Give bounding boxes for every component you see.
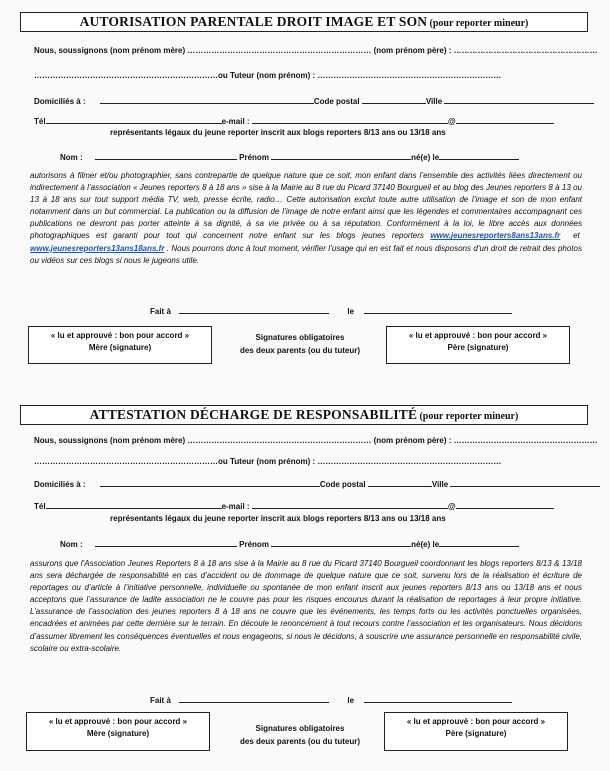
s1-tuteur-field[interactable]: …………………………………………………………… xyxy=(34,71,218,80)
s1-le-label: le xyxy=(347,307,355,316)
section1-title-box xyxy=(20,12,588,32)
s1-nous-row xyxy=(34,46,598,55)
s2-nom-label: Nom : xyxy=(60,540,83,549)
s1-box-left-line2: Mère (signature) xyxy=(88,343,152,352)
section1-title-suffix: (pour reporter mineur) xyxy=(429,18,529,29)
s1-ville-field[interactable] xyxy=(444,95,594,104)
s2-domicile-label: Domiciliés à : xyxy=(34,480,86,489)
s2-box-right-line2: Père (signature) xyxy=(445,729,507,738)
s1-tel-label: Tél xyxy=(34,117,46,126)
s2-nous-row xyxy=(34,436,598,445)
s1-cp-field[interactable] xyxy=(362,95,426,104)
s2-tuteur-label: ou Tuteur (nom prénom) : xyxy=(218,457,316,466)
s2-fait-field[interactable] xyxy=(179,694,329,703)
s2-ville-field[interactable] xyxy=(450,478,600,487)
s1-signatures-note xyxy=(212,331,388,357)
s1-father-signature-box[interactable] xyxy=(386,326,570,364)
s1-link-8-13[interactable]: www.jeunesreporters8ans13ans.fr xyxy=(430,231,561,241)
s2-nous-label: Nous, soussignons (nom prénom mère) xyxy=(34,436,186,445)
s1-email-label: e-mail : xyxy=(221,117,250,126)
s2-pere-label: (nom prénom père) : xyxy=(373,436,452,445)
s2-ne-label: né(e) le xyxy=(411,540,440,549)
s2-tuteur-row xyxy=(34,457,501,466)
s1-representants: représentants légaux du jeune reporter inscrit aux blogs reporters 8/13 ans ou 13/18 ans xyxy=(110,128,446,137)
s1-para-end: . Nous pourrons donc à tout moment, vérifier l’usage qui en est fait et nous disposons d’un droit de retrait des photos ou vidéos sur ces blogs si nous le jugeons utile. xyxy=(30,243,582,265)
s2-tuteur-field2[interactable]: …………………………………………………………… xyxy=(317,457,502,466)
s1-box-left-line1: « lu et approuvé : bon pour accord » xyxy=(50,331,190,340)
s1-ville-label: Ville xyxy=(425,97,443,106)
s2-email-field[interactable] xyxy=(252,500,448,509)
s2-at: @ xyxy=(447,502,456,511)
s1-tuteur-label: ou Tuteur (nom prénom) : xyxy=(218,71,316,80)
s2-cp-label: Code postal xyxy=(319,480,366,489)
s2-box-left-line2: Mère (signature) xyxy=(86,729,150,738)
s1-pere-field[interactable]: ……………………………………………… xyxy=(453,46,598,55)
s1-nom-row xyxy=(60,151,519,162)
s2-tel-row xyxy=(34,500,554,511)
s1-email-field[interactable] xyxy=(252,115,448,124)
s2-sig-line1: Signatures obligatoires xyxy=(255,724,345,733)
s1-sig-line2: des deux parents (ou du tuteur) xyxy=(239,346,360,355)
s2-domicile-row xyxy=(34,478,600,489)
s2-prenom-label: Prénom xyxy=(239,540,269,549)
s2-box-right-line1: « lu et approuvé : bon pour accord » xyxy=(406,717,546,726)
s2-signatures-note xyxy=(212,722,388,748)
s1-le-field[interactable] xyxy=(364,305,512,314)
s1-domicile-field[interactable] xyxy=(100,95,314,104)
s2-ne-field[interactable] xyxy=(439,538,519,547)
s1-cp-label: Code postal xyxy=(313,97,360,106)
s1-nom-label: Nom : xyxy=(60,153,83,162)
s2-paragraph: assurons que l’Association Jeunes Reporters 8 à 18 ans sise à la Mairie au 8 rue du Picard 37140 Bourgueil coordonnant les blogs reporters 8/13 & 13/18 ans sera déchargée de responsabilité en cas d’accident ou de dommage de quelque nature que ce soit, survenu lors de la réalisation et écriture de reportages ou d’article à l’initiative personnelle, individuelle ou spontanée de mon enfant inscrit aux jeunes reporters 8/13 ans ou 13/18 ans et nous acceptons que l’assurance de ladite association ne le couvre pas pour les risques encourus durant la réalisation de reportages à leur propre initiative. L’assurance de l’association des jeunes reporters 8 à 18 ans ne couvre que les événements, les temps forts ou les activités ponctuelles organisées, encadrées et animées par cette dernière sur le terrain. En découle le renoncement à tout recours contre l’association et les organisateurs. Nous décidons d’assumer librement les conséquences éventuelles et nous engageons, si nous le décidons, à souscrire une assurance personnelle en responsabilité civile, scolaire ou extra-scolaire. xyxy=(30,559,582,653)
s2-le-field[interactable] xyxy=(364,694,512,703)
s1-fait-field[interactable] xyxy=(179,305,329,314)
s1-domicile-row xyxy=(34,95,594,106)
s2-nom-field[interactable] xyxy=(95,538,237,547)
s1-box-right-line2: Père (signature) xyxy=(447,343,509,352)
s1-prenom-label: Prénom xyxy=(239,153,269,162)
s1-at: @ xyxy=(447,117,456,126)
s2-box-left-line1: « lu et approuvé : bon pour accord » xyxy=(48,717,188,726)
s2-mother-signature-box[interactable] xyxy=(26,712,210,751)
s1-ne-field[interactable] xyxy=(439,151,519,160)
s2-nous-field[interactable]: …………………………………………………………… xyxy=(187,436,372,445)
s2-fait-row xyxy=(150,694,512,705)
s2-representants: représentants légaux du jeune reporter inscrit aux blogs reporters 8/13 ans ou 13/18 ans xyxy=(110,514,446,523)
s1-domicile-label: Domiciliés à : xyxy=(34,97,86,106)
s2-pere-field[interactable]: ……………………………………………… xyxy=(453,436,598,445)
s1-box-right-line1: « lu et approuvé : bon pour accord » xyxy=(408,331,548,340)
s1-sig-line1: Signatures obligatoires xyxy=(255,333,345,342)
s1-tuteur-field2[interactable]: …………………………………………………………… xyxy=(317,71,502,80)
s1-tel-field[interactable] xyxy=(46,115,222,124)
s1-link-13-18[interactable]: www.jeunesreporters13ans18ans.fr xyxy=(30,243,165,253)
s1-et: et xyxy=(573,231,580,241)
s2-domicile-field[interactable] xyxy=(100,478,320,487)
section2-title: ATTESTATION DÉCHARGE DE RESPONSABILITÉ xyxy=(89,407,418,422)
s2-father-signature-box[interactable] xyxy=(384,712,568,751)
s2-cp-field[interactable] xyxy=(368,478,432,487)
s1-ne-label: né(e) le xyxy=(411,153,440,162)
s2-fait-label: Fait à xyxy=(150,696,171,705)
section1-title: AUTORISATION PARENTALE DROIT IMAGE ET SON xyxy=(79,14,428,29)
s1-mother-signature-box[interactable] xyxy=(28,326,212,364)
s1-nom-field[interactable] xyxy=(95,151,237,160)
section2-title-box xyxy=(20,405,588,425)
section2-title-suffix: (pour reporter mineur) xyxy=(419,411,519,422)
s2-ville-label: Ville xyxy=(431,480,449,489)
s2-email-label: e-mail : xyxy=(221,502,250,511)
s1-pere-label: (nom prénom père) : xyxy=(373,46,452,55)
s1-fait-row xyxy=(150,305,512,316)
s2-prenom-field[interactable] xyxy=(271,538,411,547)
s1-paragraph xyxy=(30,170,582,267)
s2-sig-line2: des deux parents (ou du tuteur) xyxy=(239,737,360,746)
s2-nom-row xyxy=(60,538,519,549)
s1-tel-row xyxy=(34,115,554,126)
s1-fait-label: Fait à xyxy=(150,307,171,316)
s2-tel-field[interactable] xyxy=(46,500,222,509)
s1-para-text: autorisons à filmer et/ou photographier, sans contrepartie de quelque nature que ce soit, mon enfant dans l’ensemble des activités liées directement ou indirectement à l’association « Jeunes reporters 8 à 18 ans » sise à la Mairie au 8 rue du Picard 37140 Bourgueil et au blog des Jeunes reporters 8 à 13 ou 13 à 18 ans sur tout support média TV, web, presse écrite, radio… Cette autorisation exclut toute autre utilisation de l’image et son de mon enfant notamment dans un but commercial. La publication ou la diffusion de l’image de notre enfant ainsi que les légendes et commentaires accompagnant ces publications ne devront pas porter atteinte à sa dignité, à sa vie privée ou à sa réputation. Conformément à la loi, le libre accès aux données photographiques est garanti pour tout qui concernent notre enfant sur les blogs jeunes reporters xyxy=(30,171,582,241)
s1-email-domain-field[interactable] xyxy=(456,115,554,124)
s2-email-domain-field[interactable] xyxy=(456,500,554,509)
s2-tuteur-field[interactable]: …………………………………………………………… xyxy=(34,457,218,466)
s2-le-label: le xyxy=(347,696,355,705)
s1-nous-label: Nous, soussignons (nom prénom mère) xyxy=(34,46,186,55)
s1-prenom-field[interactable] xyxy=(271,151,411,160)
s1-nous-field[interactable]: …………………………………………………………… xyxy=(187,46,372,55)
s1-tuteur-row xyxy=(34,71,501,80)
s2-tel-label: Tél xyxy=(34,502,46,511)
